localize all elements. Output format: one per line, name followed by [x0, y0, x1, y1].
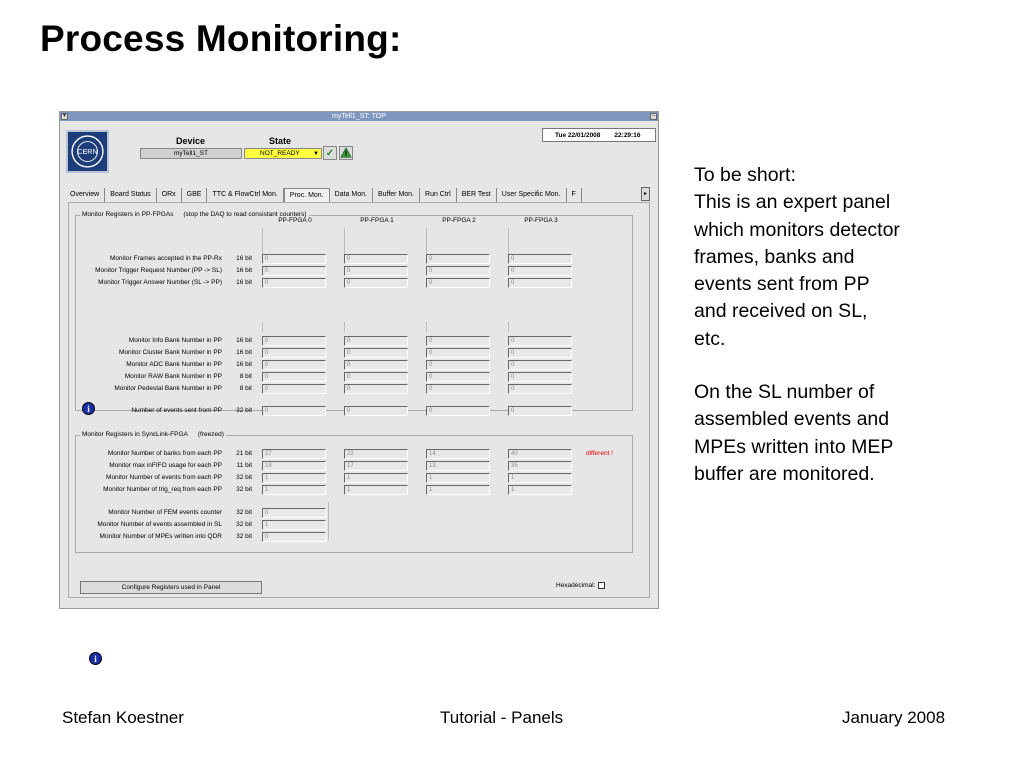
- value-field[interactable]: 40: [508, 449, 572, 459]
- value-field[interactable]: 0: [344, 348, 408, 358]
- tab-proc-mon[interactable]: Proc. Mon.: [284, 188, 330, 202]
- value-field[interactable]: 0: [508, 372, 572, 382]
- hexadecimal-option: [556, 582, 605, 589]
- value-field[interactable]: 1: [508, 485, 572, 495]
- value-field[interactable]: 0: [344, 336, 408, 346]
- value-field[interactable]: 0: [508, 336, 572, 346]
- pp-group-title: Monitor Registers in PP-FPGAs: [82, 211, 174, 218]
- note-line: buffer are monitored.: [694, 462, 875, 485]
- row-bits: 32 bit: [236, 509, 252, 516]
- value-field[interactable]: 0: [262, 266, 326, 276]
- info-icon[interactable]: i: [89, 652, 102, 665]
- synclink-fpga-group: [75, 431, 633, 553]
- configure-registers-button[interactable]: Configure Registers used in Panel: [80, 581, 262, 594]
- tab-ttc-flowctrl[interactable]: TTC & FlowCtrl Mon.: [207, 188, 283, 202]
- tab-overview[interactable]: Overview: [68, 188, 105, 202]
- row-label: Monitor Number of banks from each PP: [107, 450, 222, 457]
- device-header: Device: [176, 136, 206, 146]
- info-icon[interactable]: i: [82, 402, 95, 415]
- slide-notes: [694, 162, 994, 514]
- value-field[interactable]: 0: [262, 360, 326, 370]
- proc-mon-tab-panel: [68, 202, 650, 664]
- tab-more[interactable]: F: [567, 188, 582, 202]
- footer-date: January 2008: [842, 708, 946, 727]
- tab-bar: [68, 188, 582, 202]
- value-field[interactable]: 0: [344, 266, 408, 276]
- tab-run-ctrl[interactable]: Run Ctrl: [420, 188, 457, 202]
- note-line: frames, banks and: [694, 245, 855, 268]
- value-field[interactable]: 1: [262, 520, 326, 530]
- row-bits: 32 bit: [236, 521, 252, 528]
- value-field[interactable]: 0: [426, 254, 490, 264]
- window-menu-icon[interactable]: ▾: [62, 113, 66, 119]
- value-field[interactable]: 0: [344, 384, 408, 394]
- value-field[interactable]: 0: [508, 406, 572, 416]
- date-text: Tue 22/01/2008: [555, 132, 601, 139]
- row-bits: 16 bit: [236, 337, 252, 344]
- hexadecimal-checkbox[interactable]: [598, 582, 605, 589]
- value-field[interactable]: 0: [262, 336, 326, 346]
- row-bits: 32 bit: [236, 486, 252, 493]
- value-field[interactable]: 0: [426, 360, 490, 370]
- col-header-pp0: PP-FPGA 0: [278, 217, 312, 224]
- separator: [344, 322, 345, 332]
- row-bits: 16 bit: [236, 349, 252, 356]
- window-titlebar[interactable]: [60, 112, 658, 121]
- note-line: events sent from PP: [694, 273, 870, 296]
- separator: [426, 322, 427, 332]
- row-label: Monitor Trigger Answer Number (SL -> PP): [98, 279, 222, 286]
- value-field[interactable]: 1: [426, 485, 490, 495]
- value-field[interactable]: 1: [426, 473, 490, 483]
- note-line: which monitors detector: [694, 218, 900, 241]
- row-label: Monitor Number of events assembled in SL: [97, 521, 222, 528]
- row-bits: 16 bit: [236, 279, 252, 286]
- cern-logo: [66, 130, 109, 173]
- value-field[interactable]: 0: [426, 384, 490, 394]
- row-bits: 8 bit: [239, 373, 252, 380]
- note-line: and received on SL,: [694, 300, 868, 323]
- hexadecimal-label: Hexadecimal:: [556, 582, 596, 590]
- svg-text:CERN: CERN: [77, 146, 98, 156]
- value-field[interactable]: 14: [426, 449, 490, 459]
- state-value: NOT_READY: [260, 150, 300, 157]
- value-field[interactable]: 0: [262, 372, 326, 382]
- sl-group-title: Monitor Registers in SyncLink-FPGA: [82, 431, 188, 438]
- confirm-check-icon[interactable]: ✓: [323, 146, 337, 160]
- value-field[interactable]: 0: [262, 348, 326, 358]
- col-header-pp1: PP-FPGA 1: [360, 217, 394, 224]
- row-label: Number of events sent from PP: [131, 407, 222, 414]
- notes-paragraph-2: [694, 379, 994, 488]
- value-field[interactable]: 1: [344, 473, 408, 483]
- value-field[interactable]: 1: [262, 473, 326, 483]
- row-bits: 32 bit: [236, 407, 252, 414]
- value-field[interactable]: 0: [262, 254, 326, 264]
- row-bits: 16 bit: [236, 267, 252, 274]
- value-field[interactable]: 0: [508, 360, 572, 370]
- tab-scroll-right-icon[interactable]: ▸: [641, 187, 650, 201]
- row-label: Monitor max inFIFO usage for each PP: [109, 462, 222, 469]
- row-bits: 16 bit: [236, 361, 252, 368]
- col-header-pp3: PP-FPGA 3: [524, 217, 558, 224]
- row-bits: 32 bit: [236, 533, 252, 540]
- value-field[interactable]: 35: [508, 461, 572, 471]
- different-warning: different !: [586, 450, 613, 457]
- value-field[interactable]: 0: [344, 360, 408, 370]
- note-line: On the SL number of: [694, 381, 875, 404]
- value-field[interactable]: 0: [426, 406, 490, 416]
- state-header: State: [269, 136, 292, 146]
- tab-buffer-mon[interactable]: Buffer Mon.: [373, 188, 420, 202]
- value-field[interactable]: 0: [426, 348, 490, 358]
- value-field[interactable]: 0: [426, 336, 490, 346]
- chevron-down-icon[interactable]: ▼: [313, 151, 319, 157]
- row-label: Monitor RAW Bank Number in PP: [124, 373, 222, 380]
- value-field[interactable]: 22: [344, 449, 408, 459]
- value-field[interactable]: 0: [426, 266, 490, 276]
- value-field[interactable]: 0: [262, 406, 326, 416]
- sl-group-note: (freezed): [197, 431, 224, 438]
- row-bits: 32 bit: [236, 474, 252, 481]
- value-field[interactable]: 1: [508, 473, 572, 483]
- device-name-field: myTell1_ST: [140, 148, 242, 159]
- row-bits: 8 bit: [239, 385, 252, 392]
- row-label: Monitor Number of events from each PP: [106, 474, 222, 481]
- value-field[interactable]: 0: [508, 266, 572, 276]
- value-field[interactable]: 0: [262, 532, 326, 542]
- value-field[interactable]: 0: [344, 278, 408, 288]
- value-field[interactable]: 0: [344, 254, 408, 264]
- row-label: Monitor ADC Bank Number in PP: [126, 361, 222, 368]
- row-label: Monitor Number of MPEs written into QDR: [99, 533, 222, 540]
- value-field[interactable]: 0: [262, 384, 326, 394]
- value-field[interactable]: 0: [426, 278, 490, 288]
- row-label: Monitor Number of FEM events counter: [108, 509, 222, 516]
- row-bits: 11 bit: [236, 462, 252, 469]
- notes-paragraph-1: [694, 162, 994, 353]
- tab-gbe[interactable]: GBE: [182, 188, 208, 202]
- value-field[interactable]: 0: [426, 372, 490, 382]
- state-dropdown[interactable]: [244, 148, 322, 159]
- value-field[interactable]: 0: [508, 384, 572, 394]
- value-field[interactable]: 13: [426, 461, 490, 471]
- note-line: assembled events and: [694, 408, 890, 431]
- row-label: Monitor Info Bank Number in PP: [128, 337, 222, 344]
- slide-title: Process Monitoring:: [40, 18, 402, 59]
- datetime-display: [542, 128, 656, 142]
- col-header-pp2: PP-FPGA 2: [442, 217, 476, 224]
- note-line: MPEs written into MEP: [694, 435, 894, 458]
- window-minimize-icon[interactable]: –: [651, 113, 656, 119]
- time-text: 22:29:16: [614, 132, 641, 139]
- row-label: Monitor Frames accepted in the PP-Rx: [110, 255, 222, 262]
- warning-icon[interactable]: [339, 146, 353, 160]
- row-label: Monitor Trigger Request Number (PP -> SL): [95, 267, 222, 274]
- tab-data-mon[interactable]: Data Mon.: [330, 188, 373, 202]
- separator: [262, 322, 263, 332]
- tab-orx[interactable]: ORx: [157, 188, 182, 202]
- window-title: myTell1_ST: TOP: [332, 113, 386, 120]
- pp-fpga-group: [75, 211, 633, 414]
- tab-user-specific[interactable]: User Specific Mon.: [497, 188, 567, 202]
- row-label: Monitor Number of trig_req from each PP: [103, 486, 222, 493]
- value-field[interactable]: 0: [344, 372, 408, 382]
- note-line: This is an expert panel: [694, 191, 891, 214]
- panel-window: [59, 111, 659, 664]
- sl-group-label: [80, 431, 226, 438]
- value-field[interactable]: 1: [344, 485, 408, 495]
- row-label: Monitor Cluster Bank Number in PP: [119, 349, 222, 356]
- value-field[interactable]: 27: [262, 449, 326, 459]
- value-field[interactable]: 18: [262, 461, 326, 471]
- footer-author: Stefan Koestner: [62, 708, 184, 727]
- tab-board-status[interactable]: Board Status: [105, 188, 156, 202]
- tab-ber-test[interactable]: BER Test: [457, 188, 497, 202]
- row-bits: 16 bit: [236, 255, 252, 262]
- separator: [508, 322, 509, 332]
- value-field[interactable]: 0: [344, 406, 408, 416]
- value-field[interactable]: 17: [344, 461, 408, 471]
- row-label: Monitor Pedestal Bank Number in PP: [114, 385, 222, 392]
- row-bits: 21 bit: [236, 450, 252, 457]
- separator: [328, 502, 329, 540]
- value-field[interactable]: 0: [508, 254, 572, 264]
- value-field[interactable]: 0: [508, 348, 572, 358]
- value-field[interactable]: 0: [262, 508, 326, 518]
- value-field[interactable]: 0: [508, 278, 572, 288]
- value-field[interactable]: 1: [262, 485, 326, 495]
- pp-group-note: (stop the DAQ to read consistant counters): [183, 211, 307, 218]
- value-field[interactable]: 0: [262, 278, 326, 288]
- footer-topic: Tutorial - Panels: [440, 708, 564, 727]
- note-line: To be short:: [694, 164, 796, 186]
- note-line: etc.: [694, 327, 726, 350]
